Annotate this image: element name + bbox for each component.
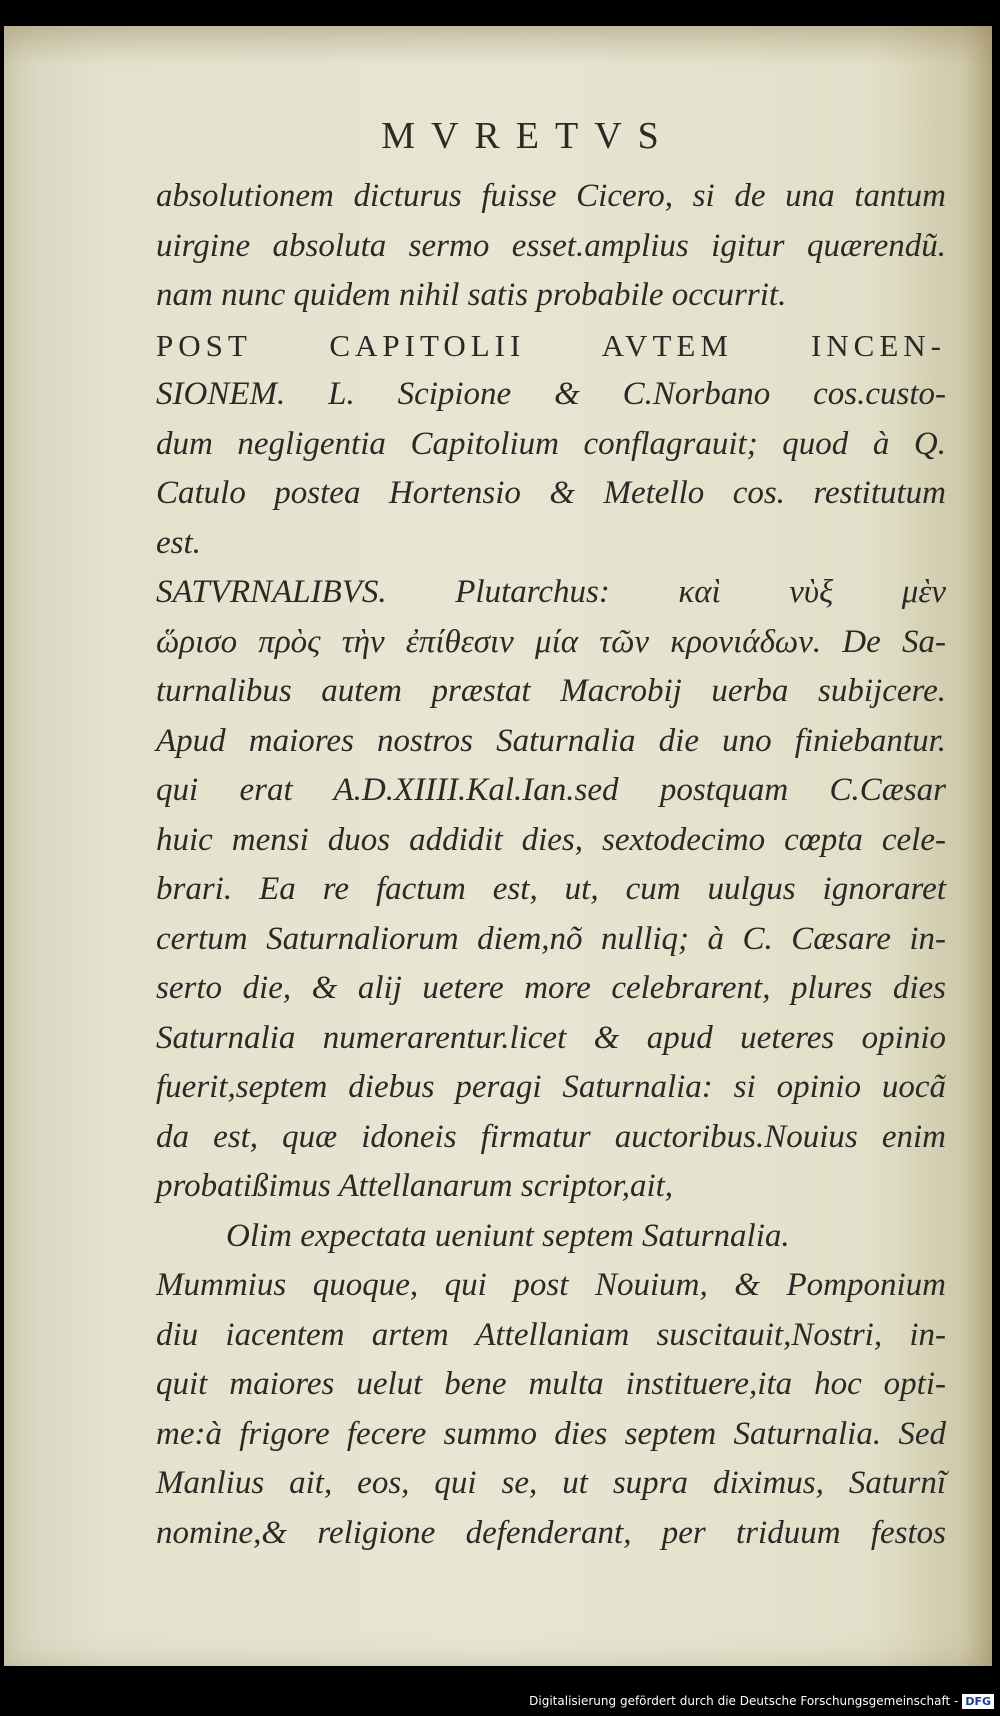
digitization-credit xyxy=(529,1690,994,1712)
text-line: da est, quæ idoneis firmatur auctoribus.Nouius enim xyxy=(156,1118,946,1155)
page-text-block xyxy=(156,172,946,1558)
text-line: diu iacentem artem Attellaniam suscitauit,Nostri, in- xyxy=(156,1316,946,1353)
text-line: fuerit,septem diebus peragi Saturnalia: si opinio uocã xyxy=(156,1069,946,1105)
text-line: me:à frigore fecere summo dies septem Saturnalia. Sed xyxy=(156,1415,946,1452)
text-line: Mummius quoque, qui post Nouium, & Pomponium xyxy=(156,1267,946,1303)
running-head: MVRETVS xyxy=(381,115,675,157)
text-line: Olim expectata ueniunt septem Saturnalia. xyxy=(226,1217,790,1254)
text-line: certum Saturnaliorum diem,nõ nulliq; à C. Cæsare in- xyxy=(156,920,946,957)
text-line: dum negligentia Capitolium conflagrauit; quod à Q. xyxy=(156,425,946,462)
text-line: est. xyxy=(156,524,201,561)
text-line: qui erat A.D.XIIII.Kal.Ian.sed postquam C.Cæsar xyxy=(156,772,946,808)
text-line: ὥρισο πρὸς τὴν ἐπίθεσιν μία τῶν κρονιάδων. De Sa- xyxy=(156,623,946,660)
text-line: huic mensi duos addidit dies, sextodecimo cœpta cele- xyxy=(156,821,946,858)
dfg-logo: DFG xyxy=(962,1694,994,1709)
text-line: Catulo postea Hortensio & Metello cos. restitutum xyxy=(156,475,946,511)
text-line: brari. Ea re factum est, ut, cum uulgus ignoraret xyxy=(156,871,946,907)
text-line: SIONEM. L. Scipione & C.Norbano cos.custo- xyxy=(156,376,946,412)
text-line: absolutionem dicturus fuisse Cicero, si de una tantum xyxy=(156,178,946,214)
text-line: nam nunc quidem nihil satis probabile occurrit. xyxy=(156,277,787,313)
text-line: Saturnalia numerarentur.licet & apud ueteres opinio xyxy=(156,1019,946,1056)
text-line: quit maiores uelut bene multa instituere,ita hoc opti- xyxy=(156,1366,946,1402)
text-line: Manlius ait, eos, qui se, ut supra diximus, Saturnĩ xyxy=(156,1465,946,1501)
text-line: POST CAPITOLII AVTEM INCEN- xyxy=(156,327,946,363)
book-page xyxy=(4,26,992,1666)
text-line: serto die, & alij uetere more celebrarent, plures dies xyxy=(156,970,946,1006)
text-line: Apud maiores nostros Saturnalia die uno finiebantur. xyxy=(156,722,946,759)
text-line: nomine,& religione defenderant, per triduum festos xyxy=(156,1514,946,1551)
text-line: uirgine absoluta sermo esset.amplius igitur quærendũ. xyxy=(156,227,946,264)
text-line: SATVRNALIBVS. Plutarchus: καὶ νὺξ μὲν xyxy=(156,574,946,610)
text-line: probatißimus Attellanarum scriptor,ait, xyxy=(156,1168,674,1204)
credit-text: Digitalisierung gefördert durch die Deutsche Forschungsgemeinschaft - xyxy=(529,1694,959,1708)
text-line: turnalibus autem præstat Macrobij uerba subijcere. xyxy=(156,673,946,709)
